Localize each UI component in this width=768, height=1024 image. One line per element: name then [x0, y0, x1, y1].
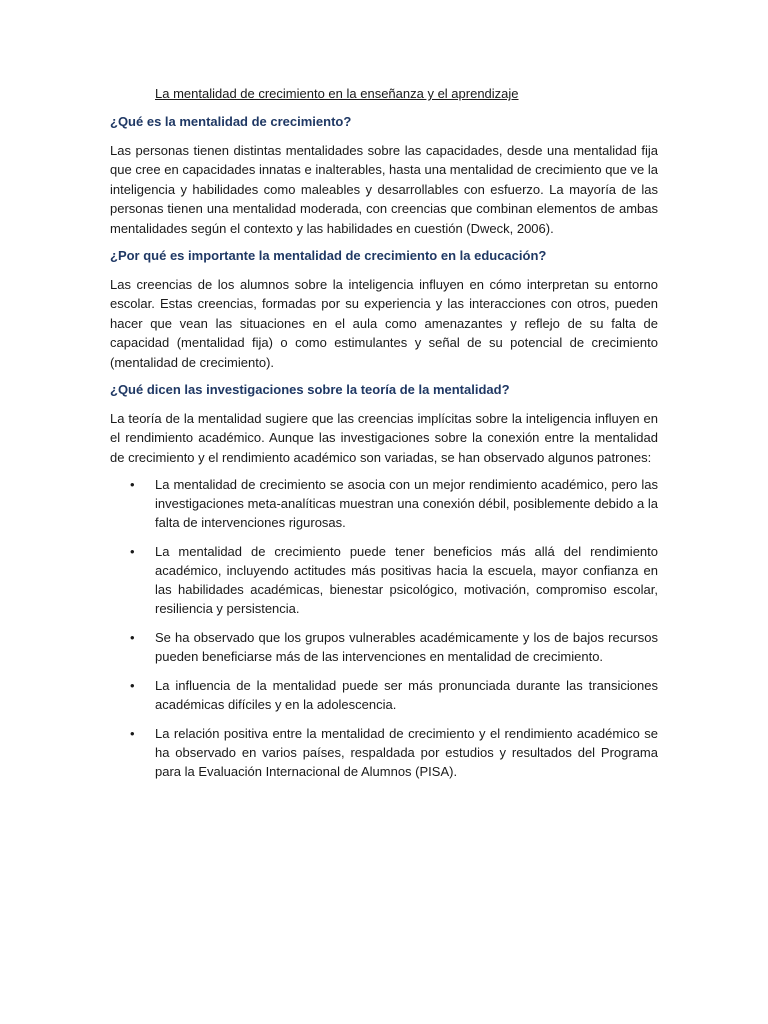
- list-item: [110, 724, 658, 781]
- bullet-icon: •: [130, 544, 135, 560]
- list-item-text: La relación positiva entre la mentalidad de crecimiento y el rendimiento académico se ha observado en varios países, respaldada por estudios y resultados del Programa para la Evaluación Internacional de Alumnos (PISA).: [155, 726, 658, 780]
- list-item-text: Se ha observado que los grupos vulnerables académicamente y los de bajos recursos pueden beneficiarse más de las intervenciones en mentalidad de crecimiento.: [155, 630, 658, 665]
- section-what-is: [110, 112, 658, 238]
- section-paragraph: La teoría de la mentalidad sugiere que las creencias implícitas sobre la inteligencia influyen en el rendimiento académico. Aunque las investigaciones sobre la conexión entre la mentalidad de crecimiento y el rendimiento académico son variadas, se han observado algunos patrones:: [110, 411, 658, 465]
- list-item: [110, 542, 658, 618]
- list-item: [110, 676, 658, 714]
- section-why-important: [110, 246, 658, 372]
- section-paragraph: Las creencias de los alumnos sobre la inteligencia influyen en cómo interpretan su entorno escolar. Estas creencias, formadas por su experiencia y las interacciones con otros, pueden hacer que vean las situaciones en el aula como amenazantes y reflejo de su falta de capacidad (mentalidad fija) o como estimulantes y señal de su potencial de crecimiento (mentalidad de crecimiento).: [110, 277, 658, 370]
- document-page: [110, 84, 658, 791]
- bullet-list: [110, 475, 658, 781]
- list-item: [110, 475, 658, 532]
- list-item: [110, 628, 658, 666]
- bullet-icon: •: [130, 477, 135, 493]
- section-paragraph: Las personas tienen distintas mentalidades sobre las capacidades, desde una mentalidad fija que cree en capacidades innatas e inalterables, hasta una mentalidad de crecimiento que ve la inteligencia y habilidades como maleables y desarrollables con esfuerzo. La mayoría de las personas tienen una mentalidad moderada, con creencias que combinan elementos de ambas mentalidades según el contexto y las habilidades en cuestión (Dweck, 2006).: [110, 143, 658, 236]
- bullet-icon: •: [130, 678, 135, 694]
- list-item-text: La mentalidad de crecimiento puede tener beneficios más allá del rendimiento académico, incluyendo actitudes más positivas hacia la escuela, mayor confianza en las habilidades académicas, bienestar psicológico, motivación, compromiso escolar, resiliencia y persistencia.: [155, 544, 658, 617]
- section-heading: ¿Qué es la mentalidad de crecimiento?: [110, 114, 352, 129]
- section-research: [110, 380, 658, 781]
- section-heading: ¿Qué dicen las investigaciones sobre la teoría de la mentalidad?: [110, 382, 510, 398]
- section-heading: ¿Por qué es importante la mentalidad de crecimiento en la educación?: [110, 248, 547, 264]
- bullet-icon: •: [130, 630, 135, 646]
- bullet-icon: •: [130, 726, 135, 742]
- list-item-text: La influencia de la mentalidad puede ser más pronunciada durante las transiciones académicas difíciles y en la adolescencia.: [155, 678, 658, 713]
- list-item-text: La mentalidad de crecimiento se asocia con un mejor rendimiento académico, pero las investigaciones meta-analíticas muestran una conexión débil, posiblemente debido a la falta de intervenciones rigurosas.: [155, 477, 658, 531]
- document-title: La mentalidad de crecimiento en la enseñanza y el aprendizaje: [155, 86, 519, 101]
